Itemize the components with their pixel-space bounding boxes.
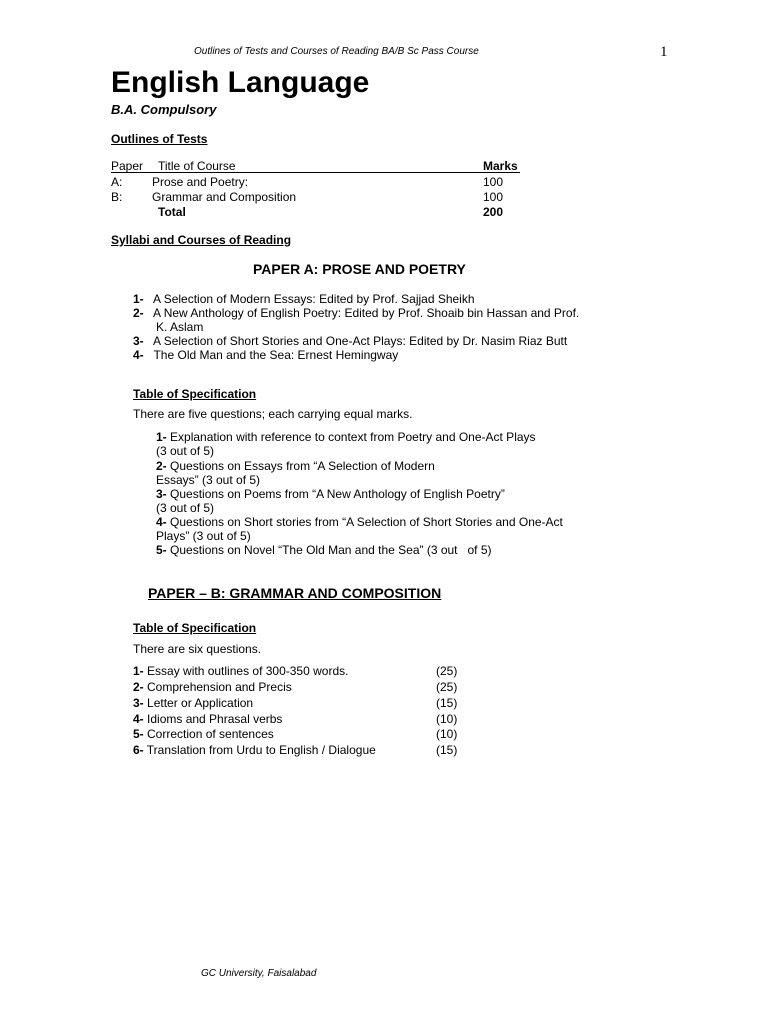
paper-a-question-4 <box>156 515 563 529</box>
row-b-marks: 100 <box>483 190 504 204</box>
list-number: 4- <box>156 515 167 529</box>
paper-b-question-2 <box>133 680 292 694</box>
paper-a-question-1-cont: (3 out of 5) <box>156 444 215 458</box>
paper-a-question-5 <box>156 543 492 557</box>
list-number: 3- <box>156 487 167 501</box>
total-label: Total <box>158 205 186 219</box>
paper-b-question-4 <box>133 712 282 726</box>
page-number: 1 <box>660 44 668 60</box>
paper-b-question-6-marks: (15) <box>436 743 458 757</box>
paper-b-question-5 <box>133 727 274 741</box>
list-text: Questions on Short stories from “A Selection of Short Stories and One-Act <box>170 515 563 529</box>
row-b-paper: B: <box>111 190 123 204</box>
list-text: Correction of sentences <box>147 727 274 741</box>
list-number: 1- <box>133 664 144 678</box>
list-text: Questions on Poems from “A New Anthology of English Poetry” <box>170 487 505 501</box>
syllabi-heading: Syllabi and Courses of Reading <box>111 233 292 247</box>
row-a-marks: 100 <box>483 175 504 189</box>
paper-a-book-4 <box>133 348 398 362</box>
paper-b-spec-heading: Table of Specification <box>133 621 257 635</box>
list-text: A Selection of Modern Essays: Edited by Prof. Sajjad Sheikh <box>153 292 475 306</box>
paper-b-question-5-marks: (10) <box>436 727 458 741</box>
document-subtitle: B.A. Compulsory <box>111 102 217 117</box>
list-number: 3- <box>133 334 144 348</box>
list-number: 2- <box>133 680 144 694</box>
list-text: Letter or Application <box>147 696 254 710</box>
row-a-title: Prose and Poetry: <box>152 175 249 189</box>
paper-a-question-3-cont: (3 out of 5) <box>156 501 215 515</box>
paper-b-question-3-marks: (15) <box>436 696 458 710</box>
row-a-paper: A: <box>111 175 123 189</box>
list-text: Explanation with reference to context from Poetry and One-Act Plays <box>170 430 536 444</box>
footer-text: GC University, Faisalabad <box>201 968 317 979</box>
list-number: 2- <box>133 306 144 320</box>
list-text: Essay with outlines of 300-350 words. <box>147 664 349 678</box>
paper-a-book-1 <box>133 292 475 306</box>
total-marks: 200 <box>483 205 504 219</box>
list-number: 4- <box>133 712 144 726</box>
list-text: Questions on Novel “The Old Man and the Sea” (3 out of 5) <box>170 543 492 557</box>
paper-a-book-2 <box>133 306 579 320</box>
list-number: 5- <box>156 543 167 557</box>
col-header-title: Title of Course <box>158 159 236 173</box>
list-number: 6- <box>133 743 144 757</box>
col-header-paper: Paper <box>111 159 144 173</box>
list-number: 4- <box>133 348 144 362</box>
outlines-heading: Outlines of Tests <box>111 132 208 146</box>
paper-a-book-3 <box>133 334 567 348</box>
list-text: Idioms and Phrasal verbs <box>147 712 283 726</box>
paper-a-question-3 <box>156 487 505 501</box>
row-b-title: Grammar and Composition <box>152 190 297 204</box>
list-number: 1- <box>156 430 167 444</box>
paper-a-spec-intro: There are five questions; each carrying equal marks. <box>133 407 413 421</box>
table-rule <box>111 172 520 173</box>
paper-b-question-6 <box>133 743 376 757</box>
list-text: A New Anthology of English Poetry: Edited by Prof. Shoaib bin Hassan and Prof. <box>153 306 580 320</box>
paper-a-question-2 <box>156 459 435 473</box>
paper-a-question-1 <box>156 430 536 444</box>
list-text: The Old Man and the Sea: Ernest Hemingway <box>153 348 399 362</box>
paper-b-question-1 <box>133 664 348 678</box>
list-text: Comprehension and Precis <box>147 680 292 694</box>
paper-a-spec-heading: Table of Specification <box>133 387 257 401</box>
document-title: English Language <box>111 66 370 99</box>
list-number: 1- <box>133 292 144 306</box>
paper-b-question-2-marks: (25) <box>436 680 458 694</box>
list-number: 2- <box>156 459 167 473</box>
list-number: 5- <box>133 727 144 741</box>
list-text: A Selection of Short Stories and One-Act Plays: Edited by Dr. Nasim Riaz Butt <box>153 334 568 348</box>
list-text: Translation from Urdu to English / Dialogue <box>146 743 376 757</box>
paper-a-title: PAPER A: PROSE AND POETRY <box>253 261 466 277</box>
paper-b-question-1-marks: (25) <box>436 664 458 678</box>
paper-a-question-2-cont: Essays” (3 out of 5) <box>156 473 261 487</box>
list-number: 3- <box>133 696 144 710</box>
col-header-marks: Marks <box>483 159 518 173</box>
list-text: Questions on Essays from “A Selection of Modern <box>170 459 435 473</box>
paper-a-book-2-cont: K. Aslam <box>156 320 204 334</box>
paper-b-spec-intro: There are six questions. <box>133 642 262 656</box>
paper-b-title: PAPER – B: GRAMMAR AND COMPOSITION <box>148 585 442 601</box>
paper-b-question-4-marks: (10) <box>436 712 458 726</box>
paper-a-question-4-cont: Plays” (3 out of 5) <box>156 529 251 543</box>
paper-b-question-3 <box>133 696 253 710</box>
running-header: Outlines of Tests and Courses of Reading BA/B Sc Pass Course <box>194 46 479 57</box>
